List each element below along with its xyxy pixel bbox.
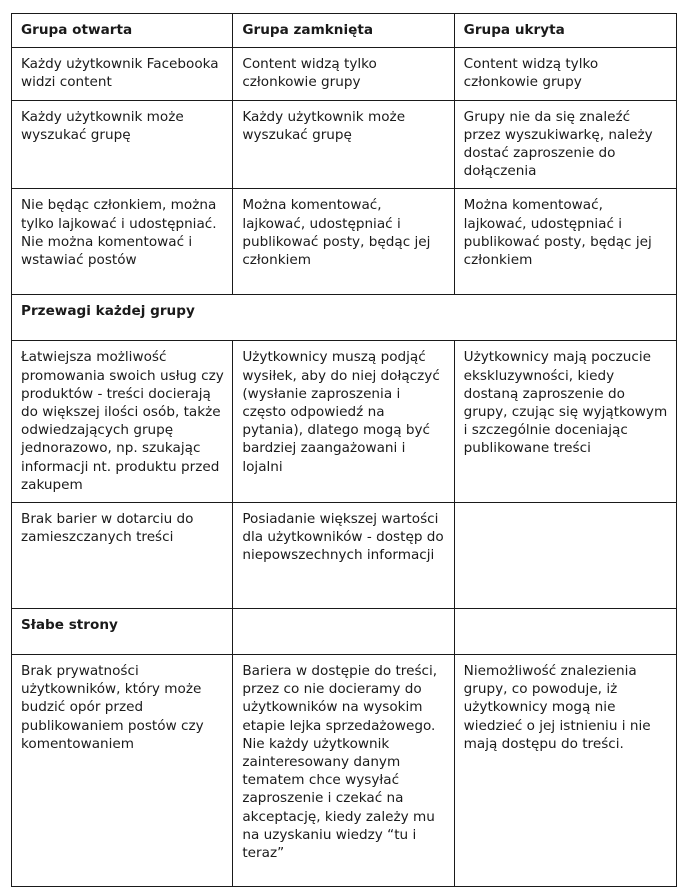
section-title-advantages: Przewagi każdej grupy [12, 295, 677, 341]
section-row-weaknesses [12, 609, 677, 655]
table-cell-empty [233, 609, 454, 655]
section-title-weaknesses: Słabe strony [12, 609, 233, 655]
table-row [12, 341, 677, 503]
table-cell: Brak barier w dotarciu do zamieszczanych treści [12, 503, 233, 609]
table-row [12, 100, 677, 189]
table-cell-empty [454, 503, 676, 609]
table-cell: Content widzą tylko członkowie grupy [233, 48, 454, 100]
table-cell: Każdy użytkownik Facebooka widzi content [12, 48, 233, 100]
table-row [12, 48, 677, 100]
table-row [12, 189, 677, 295]
section-row-advantages [12, 295, 677, 341]
table-row [12, 655, 677, 887]
table-cell: Posiadanie większej wartości dla użytkowników - dostęp do niepowszechnych informacji [233, 503, 454, 609]
table-cell: Bariera w dostępie do treści, przez co nie docieramy do użytkowników na wysokim etapie lejka sprzedażowego. Nie każdy użytkownik zainteresowany danym tematem chce wysyłać zaproszenie i czekać na akceptację, kiedy zależy mu na uzyskaniu wiedzy “tu i teraz” [233, 655, 454, 887]
table-cell: Każdy użytkownik może wyszukać grupę [12, 100, 233, 189]
table-cell-empty [454, 609, 676, 655]
table-cell: Użytkownicy mają poczucie ekskluzywności, kiedy dostaną zaproszenie do grupy, czując się wyjątkowym i szczególnie doceniając publikowane treści [454, 341, 676, 503]
header-cell-closed-group: Grupa zamknięta [233, 14, 454, 48]
header-cell-hidden-group: Grupa ukryta [454, 14, 676, 48]
table-cell: Łatwiejsza możliwość promowania swoich usług czy produktów - treści docierają do większej ilości osób, także odwiedzających grupę jednorazowo, np. szukając informacji nt. produktu przed zakupem [12, 341, 233, 503]
table-cell: Każdy użytkownik może wyszukać grupę [233, 100, 454, 189]
header-row [12, 14, 677, 48]
table-row [12, 503, 677, 609]
header-cell-open-group: Grupa otwarta [12, 14, 233, 48]
comparison-table [11, 13, 677, 887]
table-cell: Brak prywatności użytkowników, który może budzić opór przed publikowaniem postów czy komentowaniem [12, 655, 233, 887]
table-cell: Grupy nie da się znaleźć przez wyszukiwarkę, należy dostać zaproszenie do dołączenia [454, 100, 676, 189]
table-cell: Można komentować, lajkować, udostępniać i publikować posty, będąc jej członkiem [233, 189, 454, 295]
table-cell: Nie będąc członkiem, można tylko lajkować i udostępniać. Nie można komentować i wstawiać postów [12, 189, 233, 295]
table-cell: Użytkownicy muszą podjąć wysiłek, aby do niej dołączyć (wysłanie zaproszenia i często odpowiedź na pytania), dlatego mogą być bardziej zaangażowani i lojalni [233, 341, 454, 503]
table-cell: Content widzą tylko członkowie grupy [454, 48, 676, 100]
table-cell: Można komentować, lajkować, udostępniać i publikować posty, będąc jej członkiem [454, 189, 676, 295]
table-cell: Niemożliwość znalezienia grupy, co powoduje, iż użytkownicy mogą nie wiedzieć o jej istnieniu i nie mają dostępu do treści. [454, 655, 676, 887]
